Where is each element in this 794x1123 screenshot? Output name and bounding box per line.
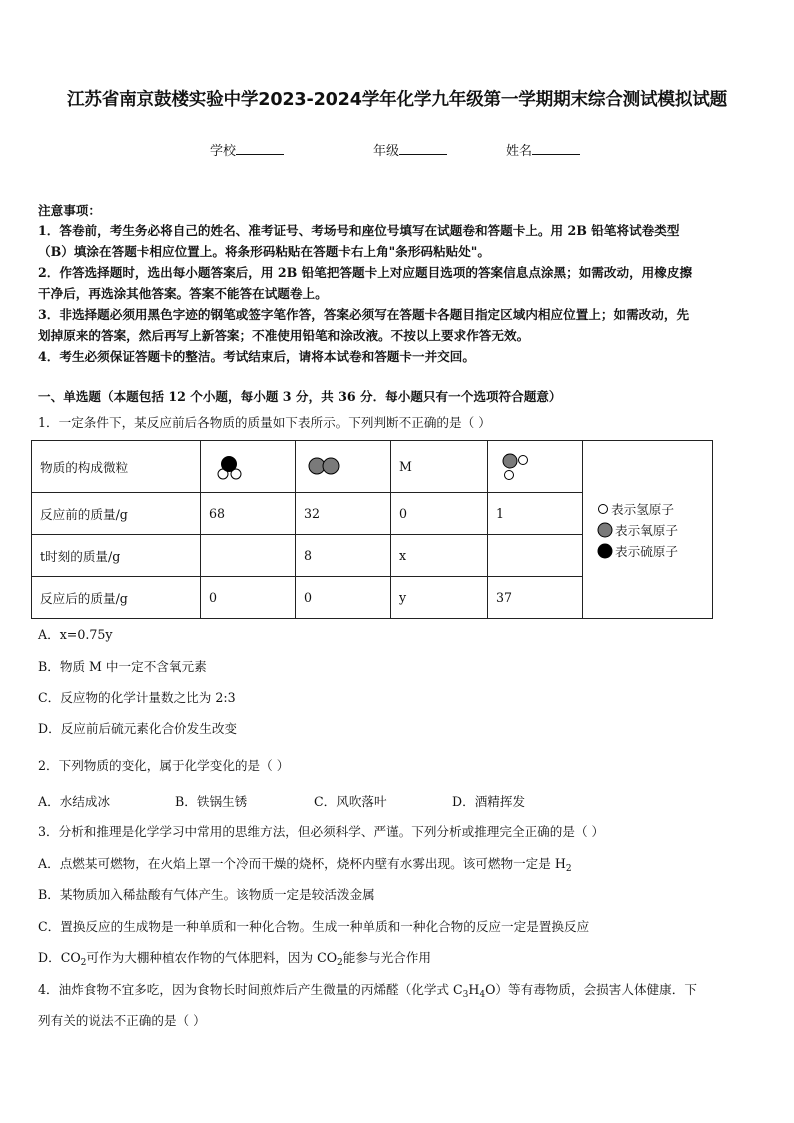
grade-field[interactable]: 年级 (373, 140, 447, 159)
legend-sulfur: 表示硫原子 (597, 540, 712, 561)
o2-molecule-icon (304, 450, 344, 480)
name-field[interactable]: 姓名 (506, 140, 580, 159)
cell: 0 (201, 577, 296, 619)
question-1-stem: 1．一定条件下，某反应前后各物质的质量如下表所示。下列判断不正确的是（ ） (38, 415, 491, 430)
cell (201, 535, 296, 577)
molecule-h2o (488, 441, 583, 493)
row-label: 反应后的质量/g (32, 577, 201, 619)
row-label: 反应前的质量/g (32, 493, 201, 535)
cell: 0 (296, 577, 391, 619)
legend-hydrogen: 表示氢原子 (597, 498, 712, 519)
notice-line: 1．答卷前，考生务必将自己的姓名、准考证号、考场号和座位号填写在试题卷和答题卡上。用 2B 铅笔将试卷类型 (38, 223, 680, 238)
row-label: t时刻的质量/g (32, 535, 201, 577)
q1-option-a[interactable]: A．x=0.75y (38, 627, 113, 642)
q3-option-a[interactable]: A．点燃某可燃物，在火焰上罩一个冷而干燥的烧杯，烧杯内壁有水雾出现。该可燃物一定是 $H_2$ (38, 856, 572, 874)
row-label: 物质的构成微粒 (32, 441, 201, 493)
atom-legend (583, 441, 713, 619)
school-blank (236, 142, 284, 155)
q2-option-d[interactable]: D．酒精挥发 (452, 794, 526, 809)
notice-line: 划掉原来的答案，然后再写上新答案；不准使用铅笔和涂改液。不按以上要求作答无效。 (38, 328, 530, 343)
grade-blank (399, 142, 447, 155)
question-4-stem: 4．油炸食物不宜多吃，因为食物长时间煎炸后产生微量的丙烯醛（化学式 $C_3H_4O$）等有毒物质，会损害人体健康．下 (38, 982, 697, 1000)
oxygen-atom-icon (597, 522, 613, 538)
q3-option-d[interactable]: D．$CO_2$可作为大棚种植农作物的气体肥料，因为 $CO_2$能参与光合作用 (38, 950, 431, 968)
cell: 37 (488, 577, 583, 619)
page-title: 江苏省南京鼓楼实验中学2023-2024学年化学九年级第一学期期末综合测试模拟试题 (66, 90, 728, 110)
cell: y (391, 577, 488, 619)
q2-option-b[interactable]: B．铁锅生锈 (175, 794, 248, 809)
section-heading: 一、单选题（本题包括 12 个小题，每小题 3 分，共 36 分．每小题只有一个选项符合题意） (38, 389, 562, 404)
notice-heading: 注意事项： (38, 203, 101, 218)
notice-line: 4．考生必须保证答题卡的整洁。考试结束后，请将本试卷和答题卡一并交回。 (38, 349, 475, 364)
molecule-h2s (201, 441, 296, 493)
q3-option-c[interactable]: C．置换反应的生成物是一种单质和一种化合物。生成一种单质和一种化合物的反应一定是置换反应 (38, 919, 590, 934)
h2o-molecule-icon (496, 448, 536, 482)
question-4-stem-cont: 列有关的说法不正确的是（ ） (38, 1013, 206, 1028)
q3-option-b[interactable]: B．某物质加入稀盐酸有气体产生。该物质一定是较活泼金属 (38, 887, 375, 902)
question-2-stem: 2．下列物质的变化，属于化学变化的是（ ） (38, 758, 290, 773)
cell: 1 (488, 493, 583, 535)
q1-option-c[interactable]: C．反应物的化学计量数之比为 2:3 (38, 690, 236, 705)
q2-option-a[interactable]: A．水结成冰 (38, 794, 111, 809)
notice-line: 干净后，再选涂其他答案。答案不能答在试题卷上。 (38, 286, 328, 301)
q1-option-b[interactable]: B．物质 M 中一定不含氧元素 (38, 659, 207, 674)
school-field[interactable]: 学校 (210, 140, 284, 159)
cell: 0 (391, 493, 488, 535)
sulfur-atom-icon (597, 543, 613, 559)
notice-line: 3．非选择题必须用黑色字迹的钢笔或签字笔作答，答案必须写在答题卡各题目指定区域内相应位置上；如需改动，先 (38, 307, 690, 322)
notice-line: 2．作答选择题时，选出每小题答案后，用 2B 铅笔把答题卡上对应题目选项的答案信息点涂黑；如需改动，用橡皮擦 (38, 265, 693, 280)
cell: 68 (201, 493, 296, 535)
q1-option-d[interactable]: D．反应前后硫元素化合价发生改变 (38, 721, 238, 736)
m-label: M (391, 441, 488, 493)
molecule-o2 (296, 441, 391, 493)
cell: 32 (296, 493, 391, 535)
notice-line: （B）填涂在答题卡相应位置上。将条形码粘贴在答题卡右上角"条形码粘贴处"。 (38, 244, 490, 259)
q2-option-c[interactable]: C．风吹落叶 (314, 794, 387, 809)
question-3-stem: 3．分析和推理是化学学习中常用的思维方法，但必须科学、严谨。下列分析或推理完全正确的是（ ） (38, 824, 605, 839)
legend-oxygen: 表示氧原子 (597, 519, 712, 540)
hydrogen-atom-icon (597, 503, 609, 515)
h2s-molecule-icon (209, 450, 249, 480)
cell (488, 535, 583, 577)
name-blank (532, 142, 580, 155)
cell: x (391, 535, 488, 577)
reaction-mass-table (31, 440, 713, 619)
cell: 8 (296, 535, 391, 577)
